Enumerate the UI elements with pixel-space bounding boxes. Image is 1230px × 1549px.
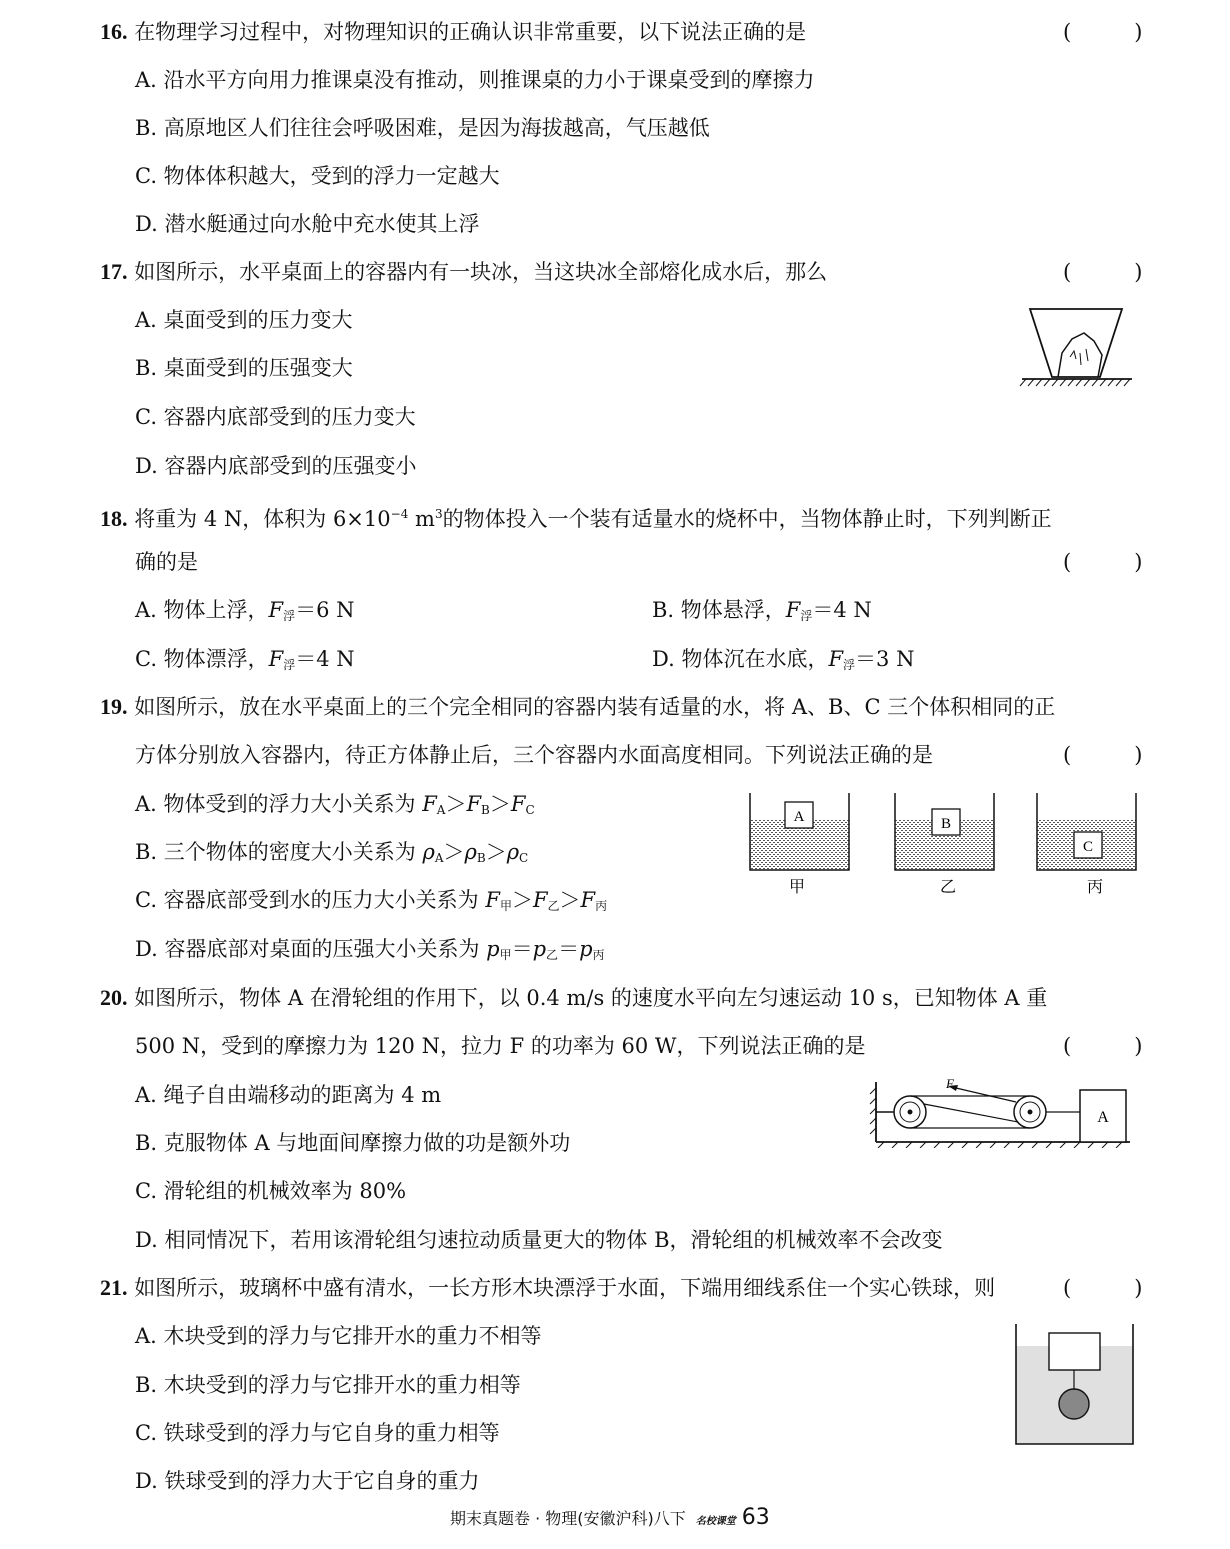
q19-option-c: C. 容器底部受到水的压力大小关系为 $F_甲>F_乙>F_丙$	[135, 888, 608, 913]
q21-answer-blank: ( )	[1063, 1276, 1143, 1300]
q18-stem-pre: 将重为 4 N，体积为 6×10	[134, 507, 391, 531]
q19-stem-text: 如图所示，放在水平桌面上的三个完全相同的容器内装有适量的水，将 A、B、C 三个体积相同的正	[134, 695, 1056, 719]
iron-ball	[1059, 1389, 1089, 1419]
cube-a-label: A	[793, 809, 805, 825]
q20-stem-text: 如图所示，物体 A 在滑轮组的作用下，以 0.4 m/s 的速度水平向左匀速运动 10 s，已知物体 A 重	[134, 986, 1048, 1010]
q17-answer-blank: ( )	[1063, 260, 1143, 284]
q17-stem-text: 如图所示，水平桌面上的容器内有一块冰，当这块冰全部熔化成水后，那么	[134, 260, 828, 284]
q18-option-c: C. 物体漂浮，$F_浮=4$ N	[135, 647, 355, 672]
q21-option-c: C. 铁球受到的浮力与它自身的重力相等	[135, 1421, 500, 1445]
q18-unit-exponent: 3	[434, 507, 443, 521]
q18-stem-line2: 确的是	[135, 550, 198, 574]
q20-answer-blank: ( )	[1063, 1034, 1143, 1058]
q21-option-a: A. 木块受到的浮力与它排开水的重力不相等	[135, 1324, 542, 1348]
q20-option-a: A. 绳子自由端移动的距离为 4 m	[135, 1083, 442, 1107]
q20-option-c: C. 滑轮组的机械效率为 80%	[135, 1179, 407, 1203]
ground-hatch	[878, 1142, 1122, 1148]
q20-pulley-figure	[868, 1078, 1138, 1148]
q18-option-d: D. 物体沉在水底，$F_浮=3$ N	[652, 647, 915, 672]
force-label: F	[946, 1078, 954, 1091]
q19-stem-line2: 方体分别放入容器内，待正方体静止后，三个容器内水面高度相同。下列说法正确的是	[135, 743, 933, 767]
q21-option-b: B. 木块受到的浮力与它排开水的重力相等	[135, 1373, 521, 1397]
q18-stem-post: 的物体投入一个装有适量水的烧杯中，当物体静止时，下列判断正	[442, 507, 1052, 531]
container-jia	[750, 793, 849, 896]
q17-ice-container-figure	[1018, 305, 1143, 387]
q19-option-a: A. 物体受到的浮力大小关系为 $F_A>F_B>F_C$	[135, 792, 535, 817]
cube-c-label: C	[1082, 839, 1094, 855]
q16-option-a: A. 沿水平方向用力推课桌没有推动，则推课桌的力小于课桌受到的摩擦力	[135, 68, 815, 92]
table-hatch	[1020, 379, 1130, 386]
q21-option-d: D. 铁球受到的浮力大于它自身的重力	[135, 1469, 480, 1493]
q19-answer-blank: ( )	[1063, 743, 1143, 767]
q16-answer-blank: ( )	[1063, 20, 1143, 44]
q16-option-c: C. 物体体积越大，受到的浮力一定越大	[135, 164, 500, 188]
pull-force-line	[956, 1088, 1016, 1102]
q18-option-a: A. 物体上浮，$F_浮=6$ N	[135, 598, 355, 623]
q17-option-c: C. 容器内底部受到的压力变大	[135, 405, 416, 429]
page-footer	[450, 1506, 770, 1534]
ice-cracks	[1070, 349, 1088, 365]
container-yi	[895, 793, 994, 896]
q18-stem	[100, 500, 1052, 533]
q19-number: 19.	[100, 694, 128, 719]
q20-option-b: B. 克服物体 A 与地面间摩擦力做的功是额外功	[135, 1131, 571, 1155]
q20-option-d: D. 相同情况下，若用该滑轮组匀速拉动质量更大的物体 B，滑轮组的机械效率不会改变	[135, 1228, 943, 1252]
q16-stem-text: 在物理学习过程中，对物理知识的正确认识非常重要，以下说法正确的是	[134, 20, 807, 44]
q16-option-b: B. 高原地区人们往往会呼吸困难，是因为海拔越高，气压越低	[135, 116, 710, 140]
label-yi: 乙	[939, 877, 957, 896]
wall-hatch	[870, 1088, 876, 1134]
q16-number: 16.	[100, 19, 128, 44]
q18-unit: m	[408, 507, 435, 531]
q17-option-d: D. 容器内底部受到的压强变小	[135, 454, 417, 478]
q18-option-b: B. 物体悬浮，$F_浮=4$ N	[652, 598, 872, 623]
q17-option-a: A. 桌面受到的压力变大	[135, 308, 353, 332]
q19-stem	[100, 693, 1055, 721]
q17-number: 17.	[100, 259, 128, 284]
q21-number: 21.	[100, 1275, 128, 1300]
q19-option-b: B. 三个物体的密度大小关系为 $\rho_A>\rho_B>\rho_C$	[135, 840, 529, 865]
q16-stem	[100, 18, 806, 46]
rope	[910, 1096, 1080, 1128]
label-bing: 丙	[1086, 877, 1104, 896]
q19-option-d: D. 容器底部对桌面的压强大小关系为 $p_甲=p_乙=p_丙$	[135, 937, 605, 962]
page-number: 63	[741, 1505, 770, 1530]
q18-answer-blank: ( )	[1063, 550, 1143, 574]
cube-b-label: B	[940, 816, 952, 832]
q20-stem	[100, 984, 1047, 1012]
q21-glass-figure	[1012, 1322, 1138, 1448]
block-a-label: A	[1097, 1109, 1109, 1126]
label-jia: 甲	[788, 877, 806, 896]
wood-block	[1049, 1333, 1100, 1370]
q21-stem	[100, 1274, 995, 1302]
q18-number: 18.	[100, 506, 128, 531]
q20-number: 20.	[100, 985, 128, 1010]
container-bing	[1037, 793, 1136, 896]
q21-stem-text: 如图所示，玻璃杯中盛有清水，一长方形木块漂浮于水面，下端用细线系住一个实心铁球，则	[134, 1276, 996, 1300]
q18-exponent: −4	[390, 507, 409, 521]
q19-three-containers-figure	[745, 790, 1140, 900]
footer-text: 期末真题卷 · 物理(安徽沪科)八下	[450, 1509, 686, 1528]
q17-option-b: B. 桌面受到的压强变大	[135, 356, 353, 380]
footer-brand-logo: 名校课堂	[695, 1516, 736, 1527]
container-outline	[1030, 309, 1122, 377]
q20-stem-line2: 500 N，受到的摩擦力为 120 N，拉力 F 的功率为 60 W，下列说法正确的是	[135, 1034, 866, 1058]
q16-option-d: D. 潜水艇通过向水舱中充水使其上浮	[135, 212, 480, 236]
q17-stem	[100, 258, 827, 286]
